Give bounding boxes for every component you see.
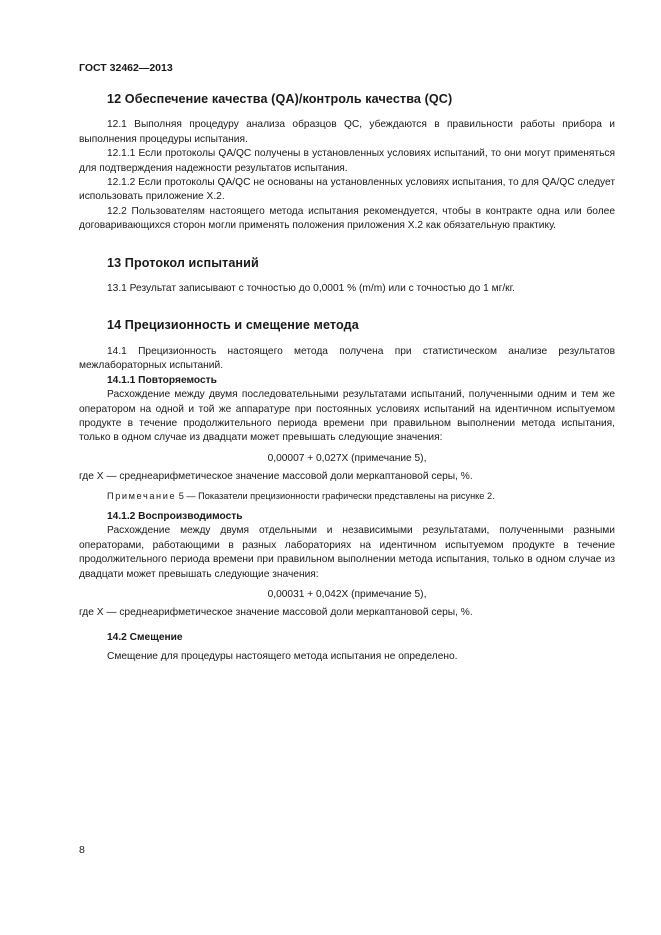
- document-header: ГОСТ 32462—2013: [79, 62, 173, 74]
- paragraph-repeatability: Расхождение между двумя последовательными результатами испытаний, полученными одним и тем же оператором на одной и той же аппаратуре при постоянных условиях испытаний на идентичном испытуемом продукте в течение продолжительного периода времени при правильном выполнении метода испытания, только в одном случае из двадцати может превышать следующие значения:: [79, 389, 615, 444]
- paragraph-12-1-2: 12.1.2 Если протоколы QA/QC не основаны на установленных условиях испытания, то для QA/QC следует использовать приложение Х.2.: [79, 177, 615, 203]
- paragraph-12-2: 12.2 Пользователям настоящего метода испытания рекомендуется, чтобы в контракте одна или более договаривающихся сторон могли применять положения приложения Х.2 как обязательную практику.: [79, 205, 615, 232]
- paragraph-bias: Смещение для процедуры настоящего метода испытания не определено.: [107, 651, 458, 663]
- paragraph-13-1: 13.1 Результат записывают с точностью до 0,0001 % (m/m) или с точностью до 1 мг/кг.: [107, 283, 515, 295]
- section-12-heading: 12 Обеспечение качества (QA)/контроль качества (QC): [107, 92, 453, 106]
- paragraph-reproducibility: Расхождение между двумя отдельными и независимыми результатами, полученными разными операторами, работающими в разных лабораториях на идентичном испытуемом продукте в течение продолжительного периода времени при правильном выполнении метода испытания, только в одном случае из двадцати может превышать следующие значения:: [79, 525, 615, 580]
- formula-reproducibility: 0,00031 + 0,042X (примечание 5),: [267, 588, 427, 600]
- note-text: 5 — Показатели прецизионности графически представлены на рисунке 2.: [178, 490, 495, 501]
- note-label: Примечание: [107, 490, 177, 501]
- paragraph-12-1: 12.1 Выполняя процедуру анализа образцов QC, убеждаются в правильности работы прибора и выполнения процедуры испытания.: [79, 119, 615, 145]
- subheading-14-1-1: 14.1.1 Повторяемость: [107, 374, 217, 386]
- document-body: [79, 92, 615, 665]
- paragraph-12-1-1: 12.1.1 Если протоколы QA/QC получены в установленных условиях испытаний, то они могут применяться для подтверждения надежности результатов испытания.: [79, 148, 615, 174]
- section-13-heading: 13 Протокол испытаний: [107, 255, 259, 270]
- where-clause-2: где X — среднеарифметическое значение массовой доли меркаптановой серы, %.: [79, 607, 473, 619]
- formula-repeatability: 0,00007 + 0,027X (примечание 5),: [267, 452, 427, 464]
- paragraph-14-1: 14.1 Прецизионность настоящего метода получена при статистическом анализе результатов межлабораторных испытаний.: [79, 345, 615, 372]
- page-number: 8: [79, 844, 85, 856]
- where-clause-1: где X — среднеарифметическое значение массовой доли меркаптановой серы, %.: [79, 471, 473, 483]
- subheading-14-2: 14.2 Смещение: [107, 631, 183, 643]
- note-5: [79, 489, 615, 503]
- section-14-heading: 14 Прецизионность и смещение метода: [107, 318, 359, 333]
- subheading-14-1-2: 14.1.2 Воспроизводимость: [107, 510, 243, 522]
